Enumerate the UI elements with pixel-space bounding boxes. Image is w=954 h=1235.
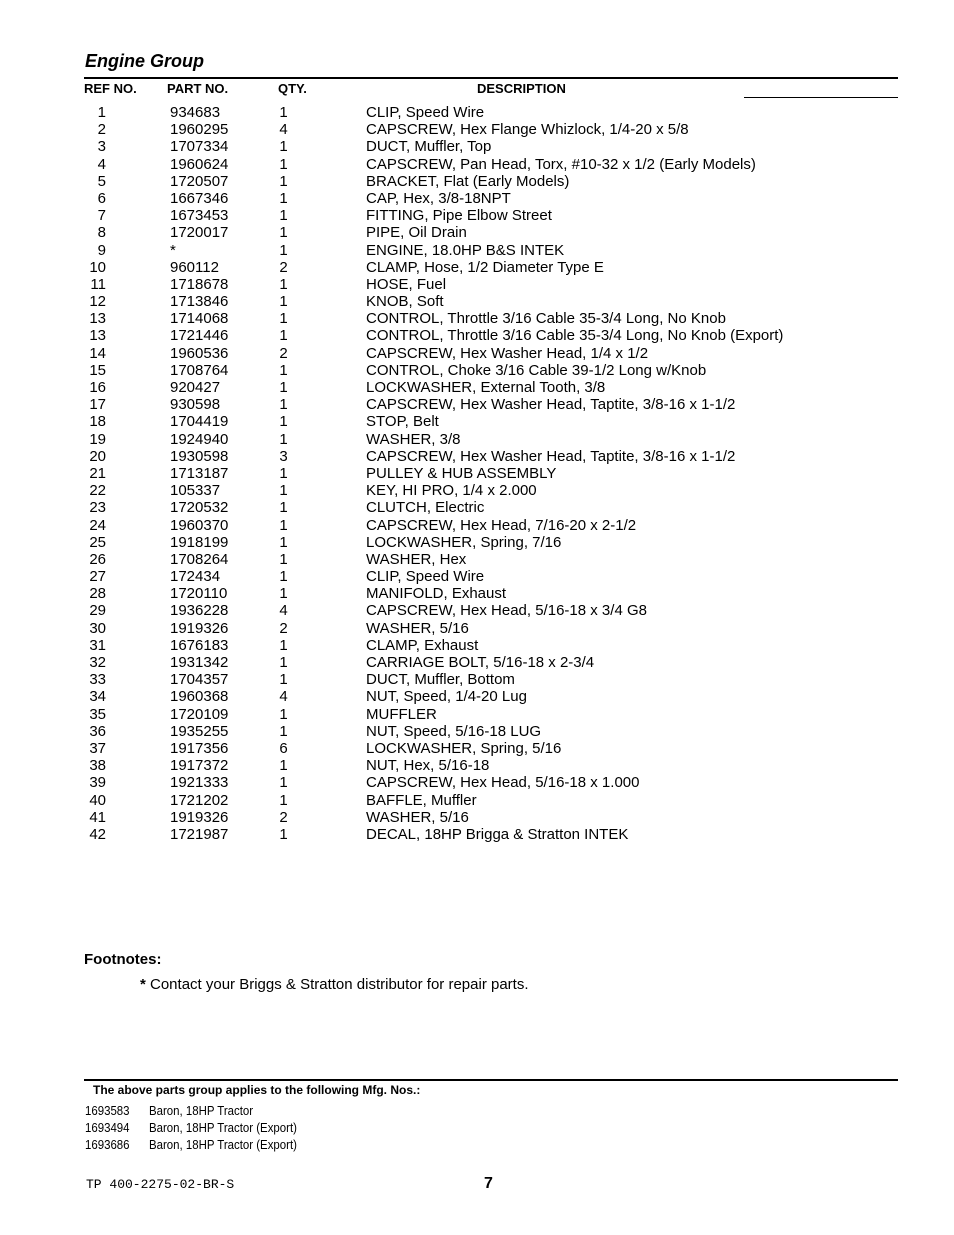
table-row xyxy=(0,207,954,224)
ref-no-cell: 13 xyxy=(89,327,106,345)
table-row xyxy=(0,585,954,602)
qty-cell: 1 xyxy=(279,636,288,654)
part-no-cell: 1935255 xyxy=(170,722,229,740)
table-row xyxy=(0,740,954,757)
part-no-cell: 1704419 xyxy=(170,413,229,431)
part-no-cell: 1721202 xyxy=(170,791,229,809)
qty-cell: 1 xyxy=(279,585,288,603)
ref-no-cell: 22 xyxy=(89,482,106,500)
table-row xyxy=(0,224,954,241)
ref-no-cell: 40 xyxy=(89,791,106,809)
part-no-cell: 1936228 xyxy=(170,602,229,620)
description-cell: NUT, Hex, 5/16-18 xyxy=(366,757,490,775)
ref-no-cell: 37 xyxy=(89,739,106,757)
ref-no-cell: 24 xyxy=(89,516,106,534)
part-no-cell: 1960536 xyxy=(170,344,229,362)
description-cell: CAPSCREW, Hex Washer Head, 1/4 x 1/2 xyxy=(366,344,649,362)
part-no-cell: 1720017 xyxy=(170,224,229,242)
description-cell: NUT, Speed, 5/16-18 LUG xyxy=(366,722,542,740)
ref-no-cell: 7 xyxy=(97,207,106,225)
mfg-description: Baron, 18HP Tractor (Export) xyxy=(149,1120,297,1135)
ref-no-cell: 10 xyxy=(89,258,106,276)
part-no-cell: 1917372 xyxy=(170,757,229,775)
description-cell: PIPE, Oil Drain xyxy=(366,224,467,242)
description-cell: CLIP, Speed Wire xyxy=(366,568,485,586)
qty-cell: 1 xyxy=(279,825,288,843)
ref-no-cell: 13 xyxy=(89,310,106,328)
part-no-cell: 1917356 xyxy=(170,739,229,757)
part-no-cell: 1713846 xyxy=(170,293,229,311)
ref-no-cell: 38 xyxy=(89,757,106,775)
part-no-cell: 1921333 xyxy=(170,774,229,792)
description-cell: LOCKWASHER, External Tooth, 3/8 xyxy=(366,379,606,396)
ref-no-cell: 8 xyxy=(97,224,106,242)
description-cell: CAPSCREW, Hex Head, 5/16-18 x 3/4 G8 xyxy=(366,602,647,620)
table-row xyxy=(0,706,954,723)
table-row xyxy=(0,190,954,207)
part-no-cell: 1708764 xyxy=(170,361,229,379)
description-cell: CLIP, Speed Wire xyxy=(366,104,485,121)
part-no-cell: 930598 xyxy=(170,396,221,414)
qty-cell: 1 xyxy=(279,361,288,379)
ref-no-cell: 19 xyxy=(89,430,106,448)
mfg-list xyxy=(85,1102,585,1153)
table-row xyxy=(0,173,954,190)
qty-cell: 1 xyxy=(279,550,288,568)
description-cell: WASHER, 3/8 xyxy=(366,430,461,448)
qty-cell: 1 xyxy=(279,499,288,517)
table-row xyxy=(0,242,954,259)
qty-cell: 1 xyxy=(279,757,288,775)
mfg-number: 1693686 xyxy=(85,1137,130,1152)
qty-cell: 2 xyxy=(279,808,288,826)
header-rule xyxy=(84,77,898,79)
table-row xyxy=(0,156,954,173)
qty-cell: 1 xyxy=(279,172,288,190)
table-row xyxy=(0,293,954,310)
table-row xyxy=(0,792,954,809)
part-no-cell: 1919326 xyxy=(170,808,229,826)
description-cell: DUCT, Muffler, Top xyxy=(366,138,492,156)
ref-no-cell: 1 xyxy=(97,104,106,121)
part-no-cell: 1918199 xyxy=(170,533,229,551)
document-code: TP 400-2275-02-BR-S xyxy=(86,1177,235,1192)
part-no-cell: 920427 xyxy=(170,379,221,396)
ref-no-cell: 21 xyxy=(89,464,106,482)
description-cell: PULLEY & HUB ASSEMBLY xyxy=(366,464,557,482)
footnote-body: Contact your Briggs & Stratton distributor for repair parts. xyxy=(145,976,529,993)
ref-no-cell: 29 xyxy=(89,602,106,620)
part-no-cell: 1924940 xyxy=(170,430,229,448)
part-no-cell: 1960624 xyxy=(170,155,229,173)
table-row xyxy=(0,259,954,276)
qty-cell: 4 xyxy=(279,121,288,139)
description-cell: CLAMP, Exhaust xyxy=(366,636,479,654)
qty-cell: 6 xyxy=(279,739,288,757)
table-row xyxy=(0,413,954,430)
qty-cell: 1 xyxy=(279,224,288,242)
description-cell: DECAL, 18HP Brigga & Stratton INTEK xyxy=(366,825,629,843)
qty-cell: 4 xyxy=(279,602,288,620)
ref-no-cell: 30 xyxy=(89,619,106,637)
qty-cell: 1 xyxy=(279,189,288,207)
table-row xyxy=(0,396,954,413)
description-cell: KEY, HI PRO, 1/4 x 2.000 xyxy=(366,482,537,500)
header-ref-no: REF NO. xyxy=(84,81,137,96)
table-row xyxy=(0,448,954,465)
part-no-cell: 1721987 xyxy=(170,825,229,843)
mfg-description: Baron, 18HP Tractor xyxy=(149,1103,254,1118)
qty-cell: 4 xyxy=(279,688,288,706)
qty-cell: 1 xyxy=(279,207,288,225)
part-no-cell: 172434 xyxy=(170,568,221,586)
ref-no-cell: 20 xyxy=(89,447,106,465)
qty-cell: 2 xyxy=(279,619,288,637)
part-no-cell: 1720532 xyxy=(170,499,229,517)
part-no-cell: 934683 xyxy=(170,104,221,121)
ref-no-cell: 41 xyxy=(89,808,106,826)
table-row xyxy=(0,345,954,362)
ref-no-cell: 35 xyxy=(89,705,106,723)
ref-no-cell: 26 xyxy=(89,550,106,568)
table-row xyxy=(0,637,954,654)
qty-cell: 1 xyxy=(279,138,288,156)
ref-no-cell: 28 xyxy=(89,585,106,603)
qty-cell: 1 xyxy=(279,430,288,448)
table-row xyxy=(0,568,954,585)
qty-cell: 1 xyxy=(279,327,288,345)
description-cell: CARRIAGE BOLT, 5/16-18 x 2-3/4 xyxy=(366,654,595,671)
part-no-cell: 1919326 xyxy=(170,619,229,637)
part-no-cell: 1960368 xyxy=(170,688,229,706)
description-cell: DUCT, Muffler, Bottom xyxy=(366,671,515,689)
description-cell: WASHER, Hex xyxy=(366,550,467,568)
header-part-no: PART NO. xyxy=(167,81,229,96)
qty-cell: 2 xyxy=(279,258,288,276)
ref-no-cell: 6 xyxy=(97,189,106,207)
ref-no-cell: 14 xyxy=(89,344,106,362)
qty-cell: 1 xyxy=(279,705,288,723)
part-no-cell: 1704357 xyxy=(170,671,229,689)
qty-cell: 1 xyxy=(279,774,288,792)
description-cell: MUFFLER xyxy=(366,705,437,723)
part-no-cell: * xyxy=(170,241,176,259)
parts-table xyxy=(0,104,954,843)
table-row xyxy=(0,310,954,327)
page-title: Engine Group xyxy=(85,51,204,71)
qty-cell: 1 xyxy=(279,516,288,534)
description-cell: BAFFLE, Muffler xyxy=(366,791,477,809)
part-no-cell: 1930598 xyxy=(170,447,229,465)
table-row xyxy=(0,379,954,396)
part-no-cell: 1931342 xyxy=(170,654,229,671)
table-row xyxy=(0,774,954,791)
ref-no-cell: 34 xyxy=(89,688,106,706)
part-no-cell: 1720507 xyxy=(170,172,229,190)
qty-cell: 1 xyxy=(279,241,288,259)
part-no-cell: 1714068 xyxy=(170,310,229,328)
part-no-cell: 1707334 xyxy=(170,138,229,156)
qty-cell: 1 xyxy=(279,155,288,173)
ref-no-cell: 9 xyxy=(97,241,106,259)
part-no-cell: 1673453 xyxy=(170,207,229,225)
part-no-cell: 960112 xyxy=(170,258,219,276)
qty-cell: 1 xyxy=(279,293,288,311)
table-row xyxy=(0,276,954,293)
description-cell: CAPSCREW, Hex Flange Whizlock, 1/4-20 x 5/8 xyxy=(366,121,689,139)
ref-no-cell: 33 xyxy=(89,671,106,689)
part-no-cell: 1720110 xyxy=(170,585,228,603)
description-cell: CAPSCREW, Hex Washer Head, Taptite, 3/8-16 x 1-1/2 xyxy=(366,396,736,414)
description-cell: ENGINE, 18.0HP B&S INTEK xyxy=(366,241,565,259)
table-row xyxy=(0,517,954,534)
qty-cell: 1 xyxy=(279,379,288,396)
description-cell: STOP, Belt xyxy=(366,413,439,431)
table-row xyxy=(0,551,954,568)
table-row xyxy=(0,465,954,482)
ref-no-cell: 5 xyxy=(97,172,106,190)
qty-cell: 1 xyxy=(279,671,288,689)
table-row xyxy=(0,757,954,774)
footnotes-title: Footnotes: xyxy=(84,951,162,968)
qty-cell: 1 xyxy=(279,568,288,586)
description-cell: CLAMP, Hose, 1/2 Diameter Type E xyxy=(366,258,604,276)
table-row xyxy=(0,499,954,516)
ref-no-cell: 16 xyxy=(89,379,106,396)
description-cell: CAP, Hex, 3/8-18NPT xyxy=(366,189,511,207)
table-row xyxy=(0,809,954,826)
table-row xyxy=(0,620,954,637)
part-no-cell: 1721446 xyxy=(170,327,229,345)
ref-no-cell: 31 xyxy=(89,636,106,654)
table-row xyxy=(0,723,954,740)
part-no-cell: 1713187 xyxy=(170,464,229,482)
qty-cell: 1 xyxy=(279,310,288,328)
ref-no-cell: 42 xyxy=(89,825,106,843)
ref-no-cell: 27 xyxy=(89,568,106,586)
part-no-cell: 105337 xyxy=(170,482,221,500)
table-row xyxy=(0,121,954,138)
qty-cell: 1 xyxy=(279,275,288,293)
mfg-rule xyxy=(84,1079,898,1081)
qty-cell: 3 xyxy=(279,447,288,465)
table-row xyxy=(0,327,954,344)
table-row xyxy=(0,602,954,619)
description-cell: BRACKET, Flat (Early Models) xyxy=(366,172,570,190)
mfg-description: Baron, 18HP Tractor (Export) xyxy=(149,1137,297,1152)
description-cell: WASHER, 5/16 xyxy=(366,619,469,637)
description-cell: CAPSCREW, Hex Washer Head, Taptite, 3/8-16 x 1-1/2 xyxy=(366,447,736,465)
header-underline xyxy=(744,97,898,98)
description-cell: LOCKWASHER, Spring, 5/16 xyxy=(366,739,562,757)
table-row xyxy=(0,534,954,551)
table-row xyxy=(0,826,954,843)
description-cell: MANIFOLD, Exhaust xyxy=(366,585,507,603)
ref-no-cell: 25 xyxy=(89,533,106,551)
qty-cell: 1 xyxy=(279,482,288,500)
mfg-row xyxy=(85,1102,585,1119)
description-cell: FITTING, Pipe Elbow Street xyxy=(366,207,552,225)
description-cell: HOSE, Fuel xyxy=(366,275,447,293)
table-row xyxy=(0,362,954,379)
header-qty: QTY. xyxy=(278,81,307,96)
header-description: DESCRIPTION xyxy=(477,81,566,96)
table-row xyxy=(0,654,954,671)
mfg-row xyxy=(85,1119,585,1136)
ref-no-cell: 11 xyxy=(90,275,106,293)
description-cell: NUT, Speed, 1/4-20 Lug xyxy=(366,688,527,706)
ref-no-cell: 4 xyxy=(97,155,106,173)
qty-cell: 1 xyxy=(279,413,288,431)
description-cell: LOCKWASHER, Spring, 7/16 xyxy=(366,533,562,551)
ref-no-cell: 39 xyxy=(89,774,106,792)
description-cell: CAPSCREW, Hex Head, 7/16-20 x 2-1/2 xyxy=(366,516,637,534)
part-no-cell: 1676183 xyxy=(170,636,229,654)
part-no-cell: 1667346 xyxy=(170,189,229,207)
ref-no-cell: 17 xyxy=(89,396,106,414)
part-no-cell: 1720109 xyxy=(170,705,229,723)
description-cell: WASHER, 5/16 xyxy=(366,808,469,826)
part-no-cell: 1718678 xyxy=(170,275,229,293)
table-row xyxy=(0,138,954,155)
description-cell: KNOB, Soft xyxy=(366,293,444,311)
description-cell: CAPSCREW, Pan Head, Torx, #10-32 x 1/2 (Early Models) xyxy=(366,155,756,173)
qty-cell: 1 xyxy=(279,396,288,414)
ref-no-cell: 3 xyxy=(97,138,106,156)
page-number: 7 xyxy=(484,1175,493,1192)
description-cell: CONTROL, Choke 3/16 Cable 39-1/2 Long w/Knob xyxy=(366,361,707,379)
footnote-asterisk: * xyxy=(140,976,146,993)
ref-no-cell: 18 xyxy=(89,413,106,431)
part-no-cell: 1960295 xyxy=(170,121,229,139)
description-cell: CLUTCH, Electric xyxy=(366,499,485,517)
ref-no-cell: 23 xyxy=(89,499,106,517)
table-row xyxy=(0,431,954,448)
ref-no-cell: 15 xyxy=(89,361,106,379)
ref-no-cell: 32 xyxy=(89,654,106,671)
description-cell: CONTROL, Throttle 3/16 Cable 35-3/4 Long, No Knob (Export) xyxy=(366,327,784,345)
table-row xyxy=(0,482,954,499)
ref-no-cell: 36 xyxy=(89,722,106,740)
description-cell: CONTROL, Throttle 3/16 Cable 35-3/4 Long, No Knob xyxy=(366,310,726,328)
qty-cell: 1 xyxy=(279,791,288,809)
qty-cell: 1 xyxy=(279,654,288,671)
description-cell: CAPSCREW, Hex Head, 5/16-18 x 1.000 xyxy=(366,774,640,792)
part-no-cell: 1960370 xyxy=(170,516,229,534)
table-row xyxy=(0,671,954,688)
part-no-cell: 1708264 xyxy=(170,550,229,568)
mfg-number: 1693494 xyxy=(85,1120,130,1135)
qty-cell: 1 xyxy=(279,104,288,121)
qty-cell: 1 xyxy=(279,533,288,551)
ref-no-cell: 12 xyxy=(89,293,106,311)
qty-cell: 2 xyxy=(279,344,288,362)
footnote-text xyxy=(140,976,529,993)
ref-no-cell: 2 xyxy=(97,121,106,139)
qty-cell: 1 xyxy=(279,722,288,740)
mfg-title: The above parts group applies to the following Mfg. Nos.: xyxy=(93,1083,421,1097)
table-row xyxy=(0,688,954,705)
table-row xyxy=(0,104,954,121)
mfg-row xyxy=(85,1136,585,1153)
qty-cell: 1 xyxy=(279,464,288,482)
mfg-number: 1693583 xyxy=(85,1103,130,1118)
